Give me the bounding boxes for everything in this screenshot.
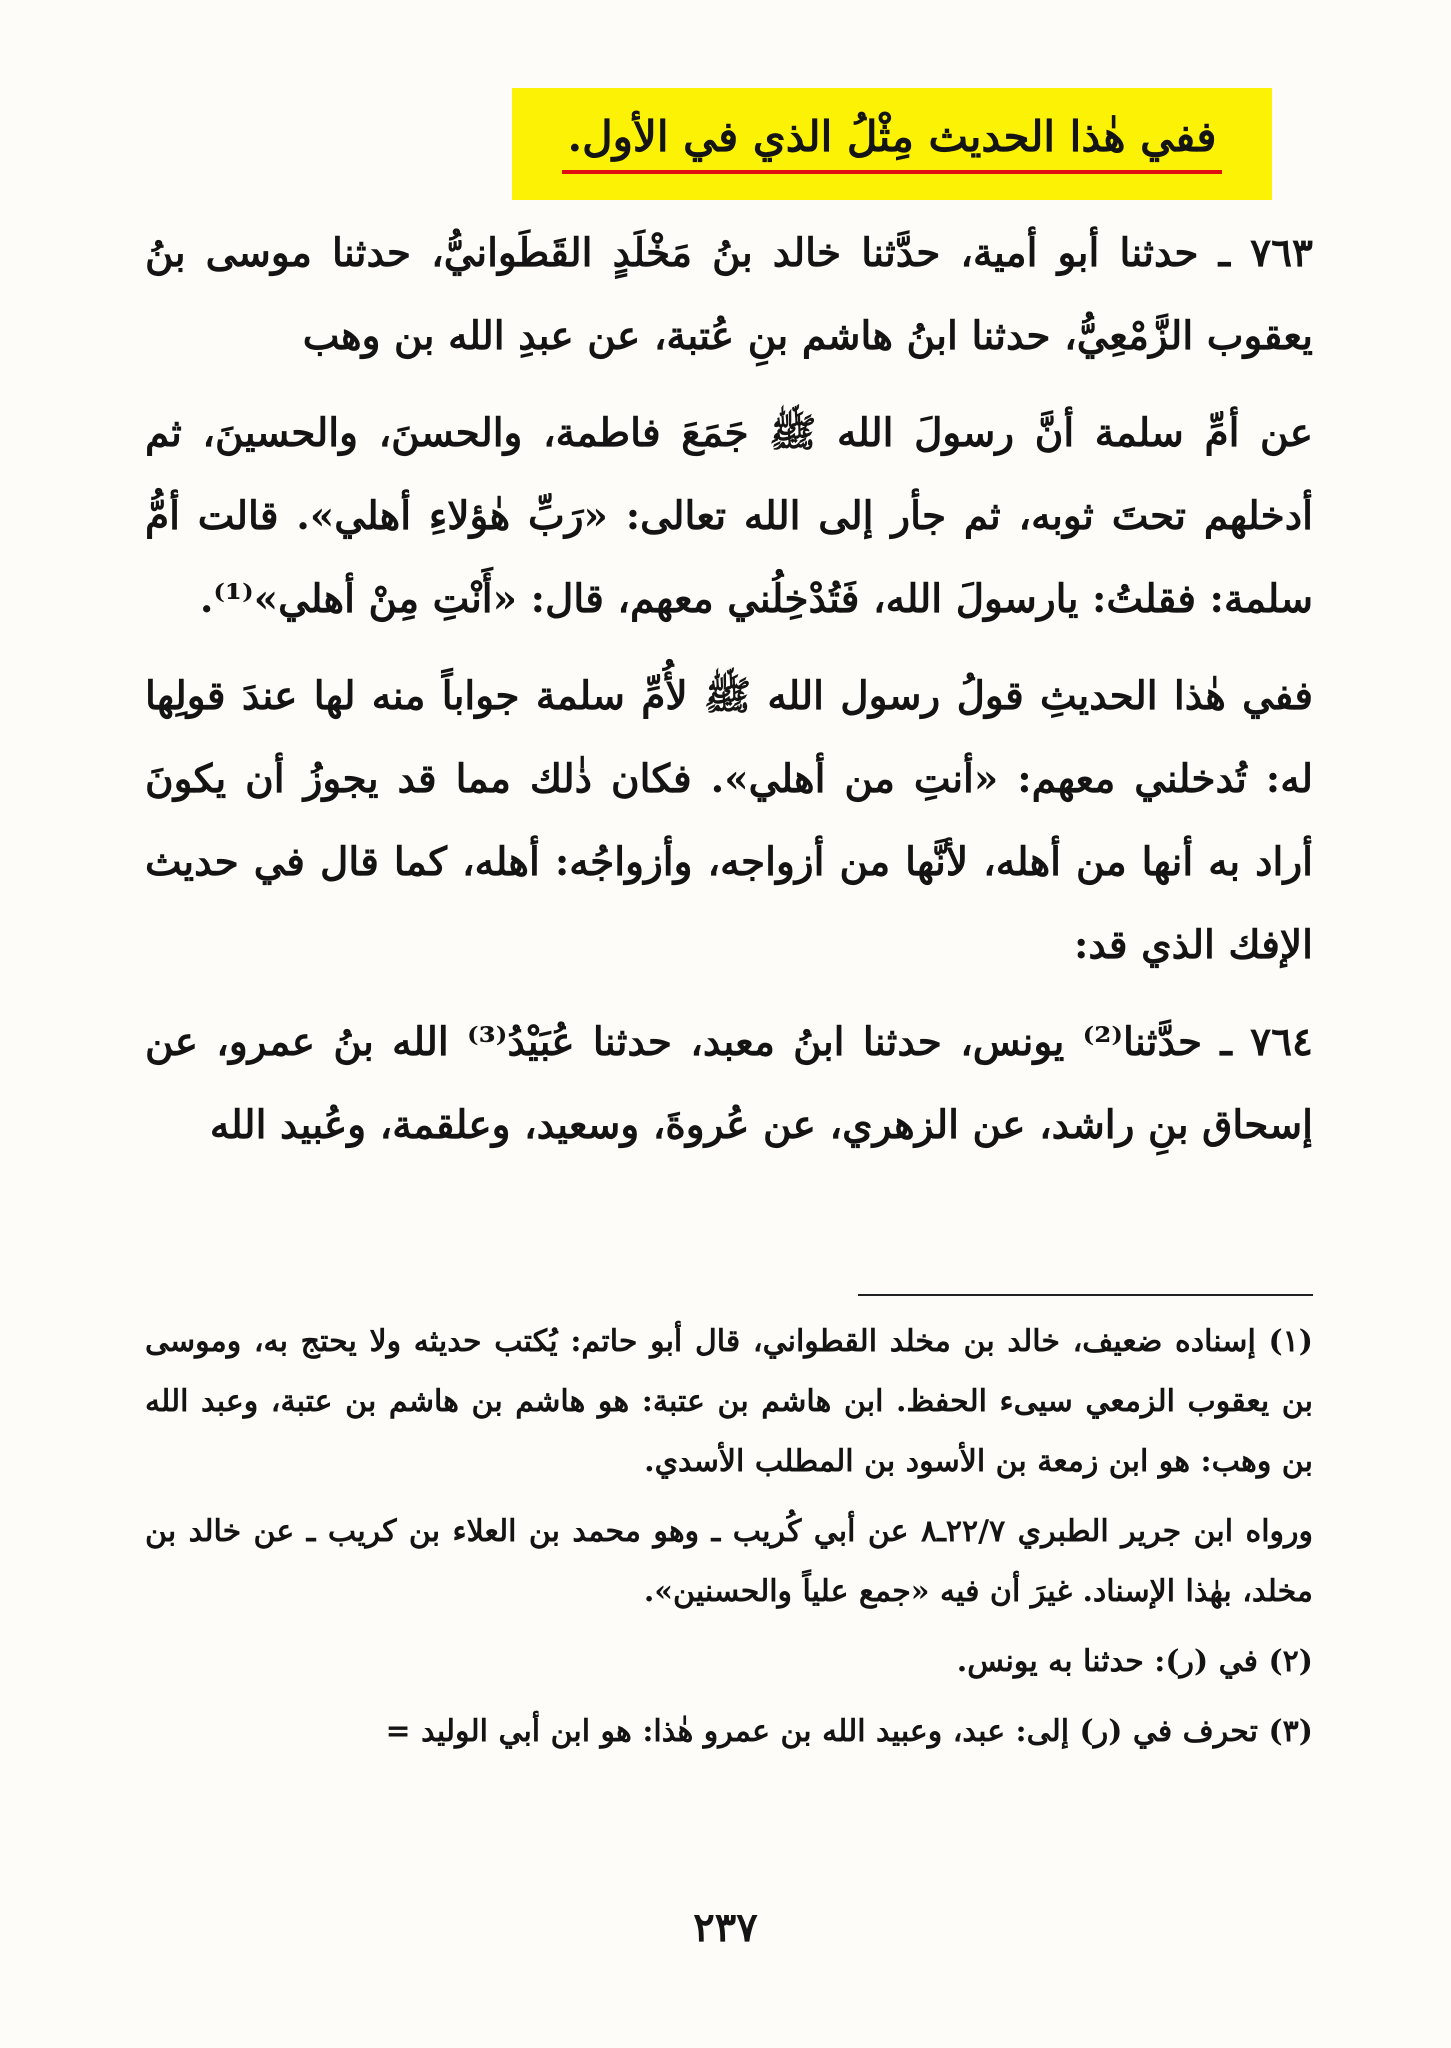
highlighted-passage bbox=[512, 88, 1272, 200]
footnote-2: (٢) في (ر): حدثنا به يونس. bbox=[956, 1644, 1313, 1679]
paragraph-commentary: ففي هٰذا الحديثِ قولُ رسول الله ﷺ لأُمِّ سلمة جواباً منه لها عندَ قولِها له: تُدخلني معهم: «أنتِ من أهلي». فكان ذٰلك مما قد يجوزُ أن يكونَ أراد به أنها من أهله، لأنَّها من أزواجه، وأزواجُه: أهله، كما قال في حديث الإفك الذي قد: bbox=[145, 673, 1313, 968]
page-number: ٢٣٧ bbox=[693, 1904, 758, 1951]
paragraph-umm-salama: عن أمِّ سلمة أنَّ رسولَ الله ﷺ جَمَعَ فاطمة، والحسنَ، والحسينَ، ثم أدخلهم تحتَ ثوبه، ثم جأر إلى الله تعالى: «رَبِّ هٰؤلاءِ أهلي». قالت أمُّ سلمة: فقلتُ: يارسولَ الله، فَتُدْخِلُني معهم، قال: «أَنْتِ مِنْ أهلي»⁽¹⁾. bbox=[145, 410, 1313, 622]
highlight-text: ففي هٰذا الحديث مِثْلُ الذي في الأول. bbox=[562, 108, 1223, 174]
footnotes bbox=[145, 1312, 1313, 1762]
footnote-separator bbox=[858, 1294, 1313, 1296]
paragraph-hadith-763: ٧٦٣ ـ حدثنا أبو أمية، حدَّثنا خالد بنُ مَخْلَدٍ القَطَوانيُّ، حدثنا موسى بنُ يعقوب الزَّمْعِيُّ، حدثنا ابنُ هاشم بنِ عُتبة، عن عبدِ الله بن وهب bbox=[145, 230, 1313, 359]
main-text bbox=[145, 212, 1313, 1167]
paragraph-hadith-764: ٧٦٤ ـ حدَّثنا⁽²⁾ يونس، حدثنا ابنُ معبد، حدثنا عُبَيْدُ⁽³⁾ الله بنُ عمرو، عن إسحاق بنِ راشد، عن الزهري، عن عُروةَ، وسعيد، وعلقمة، وعُبيد الله bbox=[145, 1019, 1313, 1148]
footnote-3: (٣) تحرف في (ر) إلى: عبد، وعبيد الله بن عمرو هٰذا: هو ابن أبي الوليد = bbox=[385, 1714, 1313, 1749]
footnote-1-continued: ورواه ابن جرير الطبري ٢٢/٧ـ٨ عن أبي كُريب ـ وهو محمد بن العلاء بن كريب ـ عن خالد بن مخلد، بهٰذا الإسناد. غيرَ أن فيه «جمع علياً والحسنين». bbox=[145, 1514, 1313, 1609]
footnote-1: (١) إسناده ضعيف، خالد بن مخلد القطواني، قال أبو حاتم: يُكتب حديثه ولا يحتج به، وموسى بن يعقوب الزمعي سيىء الحفظ. ابن هاشم بن عتبة: هو هاشم بن هاشم بن عتبة، وعبد الله بن وهب: هو ابن زمعة بن الأسود بن المطلب الأسدي. bbox=[145, 1324, 1313, 1479]
